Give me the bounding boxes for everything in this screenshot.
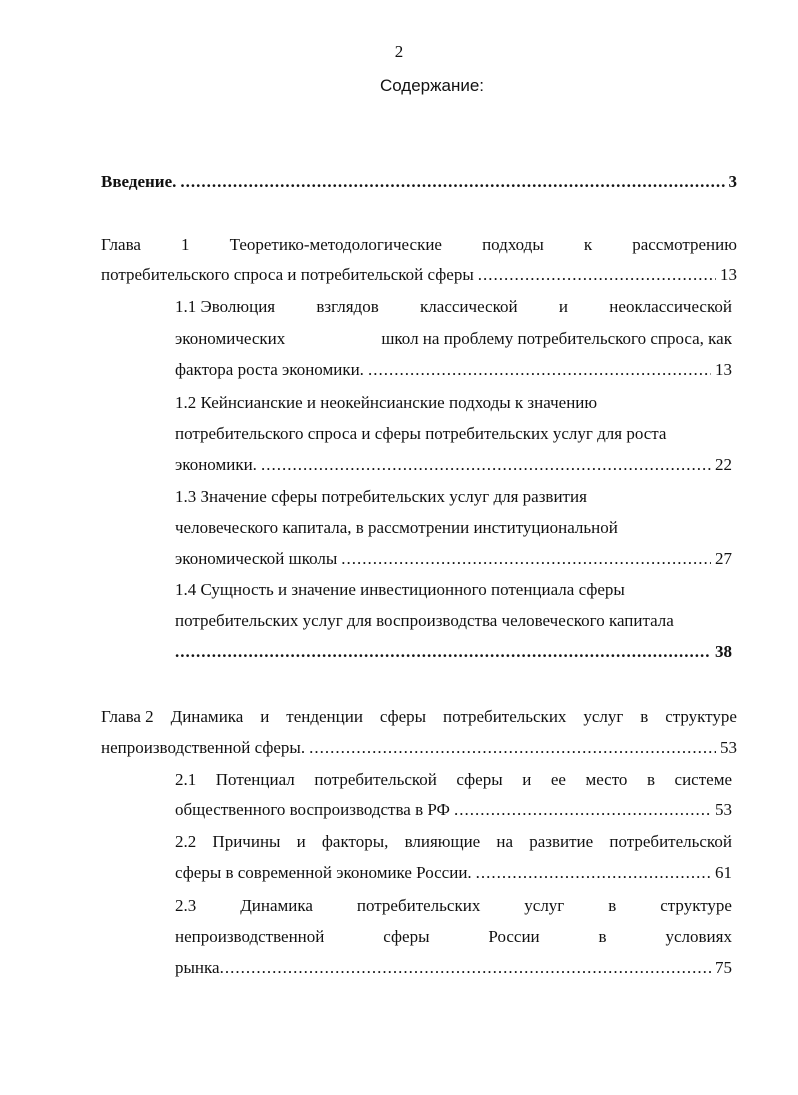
leader-dots [368,358,711,382]
leader-dots [220,956,711,980]
toc-section-1-4-line-3[interactable] [175,640,732,664]
word: 2.1 [175,770,197,789]
word: ее [550,770,566,789]
word: непроизводственной [175,927,325,946]
toc-section-1-3-line-1[interactable]: 1.3 Значение сферы потребительских услуг для развития [175,487,587,506]
toc-entry-text: потребительского спроса и потребительской сферы [101,265,474,284]
toc-chapter-1-line-1[interactable] [101,233,737,257]
word: место [585,770,628,789]
word: условиях [665,927,732,946]
word: в [608,896,617,915]
word: и [558,297,568,316]
word: услуг [583,707,624,726]
toc-section-1-1-line-3[interactable] [175,358,732,382]
word: к [583,235,593,254]
word: 1 [181,235,190,254]
leader-dots [175,640,711,664]
page-number: 2 [394,42,404,61]
word: 2.3 [175,896,197,915]
toc-page-number: 22 [715,455,732,474]
toc-section-1-3-line-3[interactable] [175,547,732,571]
word: и [296,832,306,851]
toc-section-1-2-line-2[interactable]: потребительского спроса и сферы потребительских услуг для роста [175,424,667,443]
word: 1.1 Эволюция [175,297,276,316]
word: сферы [383,927,430,946]
word: Глава [101,235,141,254]
toc-entry-text: непроизводственной сферы. [101,738,306,757]
word: потребительской [609,832,732,851]
toc-entry-introduction[interactable] [101,170,737,194]
word: России [488,927,540,946]
word: Динамика [240,896,313,915]
word: школ на проблему потребительского спроса, как [381,329,732,348]
word: неоклассической [609,297,732,316]
word: Динамика [170,707,244,726]
toc-entry-text: сферы в современной экономике России. [175,863,472,882]
toc-entry-text: экономической школы [175,549,338,568]
word: структуре [660,896,732,915]
toc-section-1-2-line-1[interactable]: 1.2 Кейнсианские и неокейнсианские подходы к значению [175,393,598,412]
toc-page-number: 61 [715,863,732,882]
word: влияющие [404,832,481,851]
toc-section-2-1-line-1[interactable] [175,768,732,792]
word: на [496,832,514,851]
word: и [260,707,270,726]
word: экономических [175,329,286,348]
word: структуре [665,707,737,726]
toc-entry-text: общественного воспроизводства в РФ [175,800,450,819]
toc-section-1-1-line-2[interactable] [175,327,732,351]
toc-page-number: 53 [720,738,737,757]
word: классической [420,297,518,316]
word: Глава 2 [101,707,154,726]
word: потребительских [443,707,567,726]
leader-dots [454,798,711,822]
toc-section-2-1-line-2[interactable] [175,798,732,822]
word: потребительских [356,896,481,915]
word: в [598,927,607,946]
word: рассмотрению [632,235,737,254]
word: и [522,770,532,789]
word: подходы [482,235,544,254]
toc-page-number: 38 [715,642,732,661]
toc-chapter-1-line-2[interactable] [101,263,737,287]
toc-section-1-2-line-3[interactable] [175,453,732,477]
toc-section-1-4-line-1[interactable]: 1.4 Сущность и значение инвестиционного потенциала сферы [175,580,625,599]
toc-chapter-2-line-1[interactable] [101,705,737,729]
word: тенденции [286,707,363,726]
toc-section-2-2-line-1[interactable] [175,830,732,854]
leader-dots [478,263,716,287]
leader-dots [341,547,711,571]
leader-dots [476,861,711,885]
toc-chapter-2-line-2[interactable] [101,736,737,760]
toc-section-2-3-line-3[interactable] [175,956,732,980]
word: 2.2 [175,832,197,851]
word: Потенциал [215,770,295,789]
word: услуг [524,896,565,915]
leader-dots [309,736,716,760]
toc-entry-text: фактора роста экономики. [175,360,364,379]
toc-entry-text: рынка [175,958,220,977]
toc-title: Содержание: [379,76,485,95]
word: сферы [456,770,503,789]
word: факторы, [321,832,389,851]
toc-page-number: 27 [715,549,732,568]
word: Причины [212,832,281,851]
toc-entry-text: экономики. [175,455,257,474]
word: в [646,770,655,789]
toc-section-2-3-line-2[interactable] [175,925,732,949]
word: взглядов [316,297,379,316]
word: развитие [529,832,594,851]
word: в [640,707,649,726]
leader-dots [180,170,724,194]
word: Теоретико-методологические [229,235,442,254]
toc-page-number: 75 [715,958,732,977]
word: системе [674,770,732,789]
toc-section-1-1-line-1[interactable] [175,295,732,319]
toc-page-number: 13 [715,360,732,379]
toc-page-number: 53 [715,800,732,819]
toc-section-2-2-line-2[interactable] [175,861,732,885]
toc-page-number: 3 [728,172,737,191]
toc-section-1-3-line-2[interactable]: человеческого капитала, в рассмотрении институциональной [175,518,618,537]
word: потребительской [314,770,437,789]
toc-page-number: 13 [720,265,737,284]
toc-section-2-3-line-1[interactable] [175,894,732,918]
toc-entry-text: Введение. [101,172,177,191]
leader-dots [261,453,711,477]
toc-section-1-4-line-2[interactable]: потребительских услуг для воспроизводства человеческого капитала [175,611,674,630]
word: сферы [379,707,427,726]
